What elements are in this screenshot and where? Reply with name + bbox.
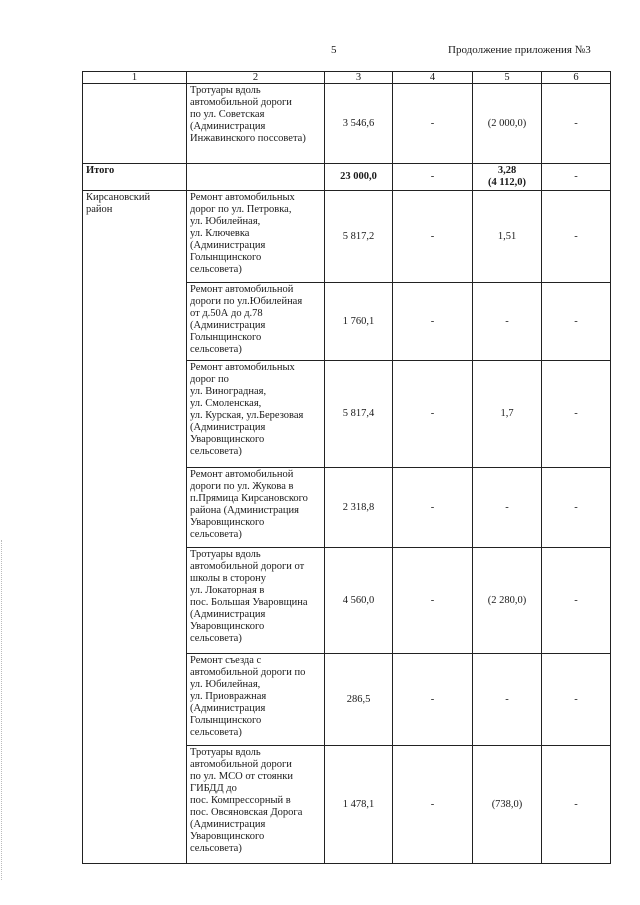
amount-cell: 2 318,8 (325, 468, 393, 548)
project-description: Ремонт автомобильных дорог по ул. Виноградная, ул. Смоленская, ул. Курская, ул.Березовая (Администрация Уваровщинского сельсовета) (187, 361, 325, 468)
column-5-cell: 1,51 (473, 191, 542, 283)
column-number: 4 (393, 72, 473, 84)
column-number: 1 (83, 72, 187, 84)
column-4-cell: - (393, 361, 473, 468)
amount-cell: 4 560,0 (325, 548, 393, 654)
column-6-cell: - (542, 548, 611, 654)
column-6-cell: - (542, 283, 611, 361)
table-row (83, 191, 611, 283)
column-number-row (83, 72, 611, 84)
column-4-cell: - (393, 746, 473, 864)
table-row (83, 84, 611, 164)
column-5-cell: - (473, 283, 542, 361)
column-4-cell: - (393, 164, 473, 191)
budget-table (82, 71, 611, 864)
column-4-cell: - (393, 84, 473, 164)
district-cell (83, 84, 187, 164)
project-description (187, 164, 325, 191)
column-5-cell: - (473, 654, 542, 746)
column-5-cell: - (473, 468, 542, 548)
column-5-cell: 3,28 (4 112,0) (473, 164, 542, 191)
project-description: Ремонт автомобильной дороги по ул. Жукова в п.Прямица Кирсановского района (Администрация Уваровщинского сельсовета) (187, 468, 325, 548)
column-6-cell: - (542, 468, 611, 548)
column-6-cell: - (542, 84, 611, 164)
amount-cell: 1 478,1 (325, 746, 393, 864)
total-amount: 23 000,0 (325, 164, 393, 191)
column-4-cell: - (393, 468, 473, 548)
column-number: 2 (187, 72, 325, 84)
column-number: 6 (542, 72, 611, 84)
column-6-cell: - (542, 191, 611, 283)
project-description: Тротуары вдоль автомобильной дороги по ул. МСО от стоянки ГИБДД до пос. Компрессорный в пос. Овсяновская Дорога (Администрация Уваровщинского сельсовета) (187, 746, 325, 864)
project-description: Ремонт автомобильных дорог по ул. Петровка, ул. Юбилейная, ул. Ключевка (Администрация Голынщинского сельсовета) (187, 191, 325, 283)
column-4-cell: - (393, 191, 473, 283)
total-row (83, 164, 611, 191)
amount-cell: 5 817,4 (325, 361, 393, 468)
district-cell: Кирсановский район (83, 191, 187, 864)
column-4-cell: - (393, 548, 473, 654)
appendix-label: Продолжение приложения №3 (448, 44, 591, 56)
column-5-cell: (738,0) (473, 746, 542, 864)
column-6-cell: - (542, 164, 611, 191)
column-6-cell: - (542, 654, 611, 746)
project-description: Тротуары вдоль автомобильной дороги по ул. Советская (Администрация Инжавинского поссовета) (187, 84, 325, 164)
amount-cell: 1 760,1 (325, 283, 393, 361)
column-6-cell: - (542, 746, 611, 864)
column-5-cell: (2 280,0) (473, 548, 542, 654)
column-4-cell: - (393, 283, 473, 361)
column-number: 3 (325, 72, 393, 84)
total-label: Итого (83, 164, 187, 191)
column-number: 5 (473, 72, 542, 84)
project-description: Ремонт съезда с автомобильной дороги по ул. Юбилейная, ул. Приовражная (Администрация Голынщинского сельсовета) (187, 654, 325, 746)
project-description: Тротуары вдоль автомобильной дороги от школы в сторону ул. Локаторная в пос. Большая Уваровщина (Администрация Уваровщинского сельсовета) (187, 548, 325, 654)
amount-cell: 5 817,2 (325, 191, 393, 283)
page-number: 5 (331, 44, 337, 56)
column-5-cell: (2 000,0) (473, 84, 542, 164)
scan-margin-marks (1, 540, 3, 880)
column-5-cell: 1,7 (473, 361, 542, 468)
amount-cell: 3 546,6 (325, 84, 393, 164)
column-6-cell: - (542, 361, 611, 468)
column-4-cell: - (393, 654, 473, 746)
amount-cell: 286,5 (325, 654, 393, 746)
project-description: Ремонт автомобильной дороги по ул.Юбилейная от д.50А до д.78 (Администрация Голынщинского сельсовета) (187, 283, 325, 361)
